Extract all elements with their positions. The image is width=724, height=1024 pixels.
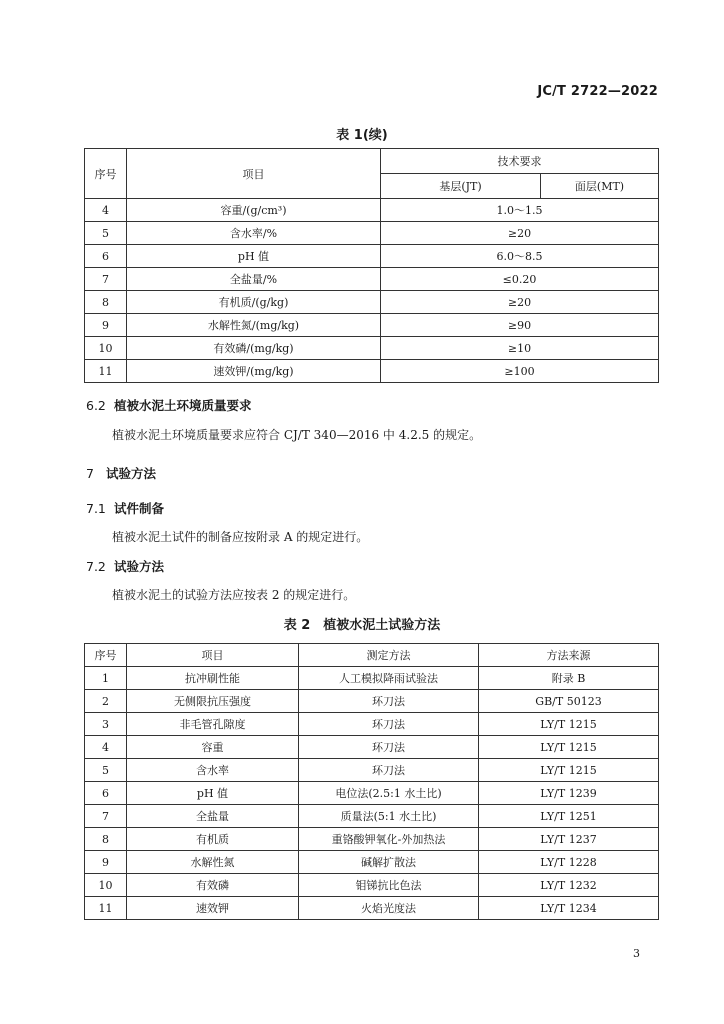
table1-caption: 表 1(续) [336, 128, 388, 143]
table-row [85, 759, 659, 782]
row-method: 环刀法 [299, 713, 479, 736]
row-source: LY/T 1239 [479, 782, 659, 805]
table-row [85, 713, 659, 736]
row-value: ≤0.20 [381, 268, 659, 291]
row-item: 抗冲刷性能 [127, 667, 299, 690]
table2 [84, 643, 659, 920]
table-row [85, 337, 659, 360]
row-item: pH 值 [127, 782, 299, 805]
row-seq: 7 [85, 805, 127, 828]
row-item: 非毛管孔隙度 [127, 713, 299, 736]
row-source: LY/T 1215 [479, 713, 659, 736]
row-item: 速效钾 [127, 897, 299, 920]
table-row [85, 897, 659, 920]
row-method: 人工模拟降雨试验法 [299, 667, 479, 690]
row-item: 速效钾/(mg/kg) [127, 360, 381, 383]
row-source: LY/T 1228 [479, 851, 659, 874]
row-seq: 9 [85, 314, 127, 337]
table2-header-item: 项目 [127, 644, 299, 667]
table1-header-base: 基层(JT) [381, 174, 541, 199]
section-7-2-text: 植被水泥土的试验方法应按表 2 的规定进行。 [112, 588, 356, 602]
section-number: 7 [86, 466, 94, 481]
row-seq: 11 [85, 360, 127, 383]
row-item: 有效磷/(mg/kg) [127, 337, 381, 360]
row-method: 重铬酸钾氧化-外加热法 [299, 828, 479, 851]
table1-header-item: 项目 [127, 149, 381, 199]
table2-header-source: 方法来源 [479, 644, 659, 667]
row-method: 环刀法 [299, 690, 479, 713]
row-value: ≥100 [381, 360, 659, 383]
row-seq: 8 [85, 828, 127, 851]
section-number: 7.2 [86, 559, 106, 574]
row-source: LY/T 1215 [479, 736, 659, 759]
row-source: GB/T 50123 [479, 690, 659, 713]
row-source: LY/T 1234 [479, 897, 659, 920]
row-item: 容重 [127, 736, 299, 759]
row-item: 有效磷 [127, 874, 299, 897]
row-seq: 11 [85, 897, 127, 920]
row-method: 质量法(5:1 水土比) [299, 805, 479, 828]
section-7-2-heading [86, 557, 164, 575]
row-item: 含水率 [127, 759, 299, 782]
section-title: 植被水泥土环境质量要求 [114, 398, 252, 413]
section-title: 试件制备 [114, 501, 165, 516]
table1 [84, 148, 659, 383]
row-seq: 9 [85, 851, 127, 874]
row-seq: 10 [85, 337, 127, 360]
table-row [85, 268, 659, 291]
table-row [85, 360, 659, 383]
row-seq: 4 [85, 199, 127, 222]
table-row [85, 222, 659, 245]
table-row [85, 805, 659, 828]
row-value: ≥90 [381, 314, 659, 337]
table-row [85, 736, 659, 759]
table1-header-surface: 面层(MT) [541, 174, 659, 199]
table-row [85, 690, 659, 713]
row-source: 附录 B [479, 667, 659, 690]
section-title: 试验方法 [106, 466, 157, 481]
row-item: 含水率/% [127, 222, 381, 245]
row-item: 全盐量 [127, 805, 299, 828]
row-source: LY/T 1215 [479, 759, 659, 782]
row-item: 有机质/(g/kg) [127, 291, 381, 314]
row-value: ≥20 [381, 222, 659, 245]
table2-header-seq: 序号 [85, 644, 127, 667]
table-row [85, 199, 659, 222]
table-row [85, 291, 659, 314]
section-7-1-heading [86, 499, 164, 517]
row-seq: 5 [85, 759, 127, 782]
row-value: 6.0～8.5 [381, 245, 659, 268]
row-item: 有机质 [127, 828, 299, 851]
table-row [85, 782, 659, 805]
row-method: 环刀法 [299, 736, 479, 759]
row-seq: 5 [85, 222, 127, 245]
row-item: 水解性氮/(mg/kg) [127, 314, 381, 337]
section-number: 7.1 [86, 501, 106, 516]
row-item: 容重/(g/cm³) [127, 199, 381, 222]
row-seq: 7 [85, 268, 127, 291]
section-title: 试验方法 [114, 559, 165, 574]
row-method: 电位法(2.5:1 水土比) [299, 782, 479, 805]
row-source: LY/T 1251 [479, 805, 659, 828]
table-row [85, 874, 659, 897]
section-6-2-text: 植被水泥土环境质量要求应符合 CJ/T 340—2016 中 4.2.5 的规定。 [112, 428, 482, 442]
table-row [85, 667, 659, 690]
row-seq: 8 [85, 291, 127, 314]
row-value: ≥10 [381, 337, 659, 360]
row-method: 碱解扩散法 [299, 851, 479, 874]
table1-header-seq: 序号 [85, 149, 127, 199]
row-item: 全盐量/% [127, 268, 381, 291]
row-method: 火焰光度法 [299, 897, 479, 920]
section-7-heading [86, 464, 156, 482]
row-item: 无侧限抗压强度 [127, 690, 299, 713]
page-number: 3 [633, 947, 640, 960]
table-row [85, 828, 659, 851]
row-item: 水解性氮 [127, 851, 299, 874]
row-value: ≥20 [381, 291, 659, 314]
row-seq: 1 [85, 667, 127, 690]
row-method: 环刀法 [299, 759, 479, 782]
row-value: 1.0～1.5 [381, 199, 659, 222]
table1-header-tech: 技术要求 [381, 149, 659, 174]
section-6-2-heading [86, 396, 252, 414]
table-row [85, 851, 659, 874]
section-number: 6.2 [86, 398, 106, 413]
row-source: LY/T 1232 [479, 874, 659, 897]
row-seq: 3 [85, 713, 127, 736]
row-seq: 6 [85, 782, 127, 805]
row-source: LY/T 1237 [479, 828, 659, 851]
table2-header-method: 测定方法 [299, 644, 479, 667]
table-row [85, 314, 659, 337]
table-row [85, 245, 659, 268]
row-item: pH 值 [127, 245, 381, 268]
table2-caption: 表 2 植被水泥土试验方法 [283, 618, 441, 633]
row-seq: 10 [85, 874, 127, 897]
row-method: 钼锑抗比色法 [299, 874, 479, 897]
document-id: JC/T 2722—2022 [537, 84, 658, 99]
row-seq: 2 [85, 690, 127, 713]
section-7-1-text: 植被水泥土试件的制备应按附录 A 的规定进行。 [112, 530, 369, 544]
row-seq: 6 [85, 245, 127, 268]
row-seq: 4 [85, 736, 127, 759]
